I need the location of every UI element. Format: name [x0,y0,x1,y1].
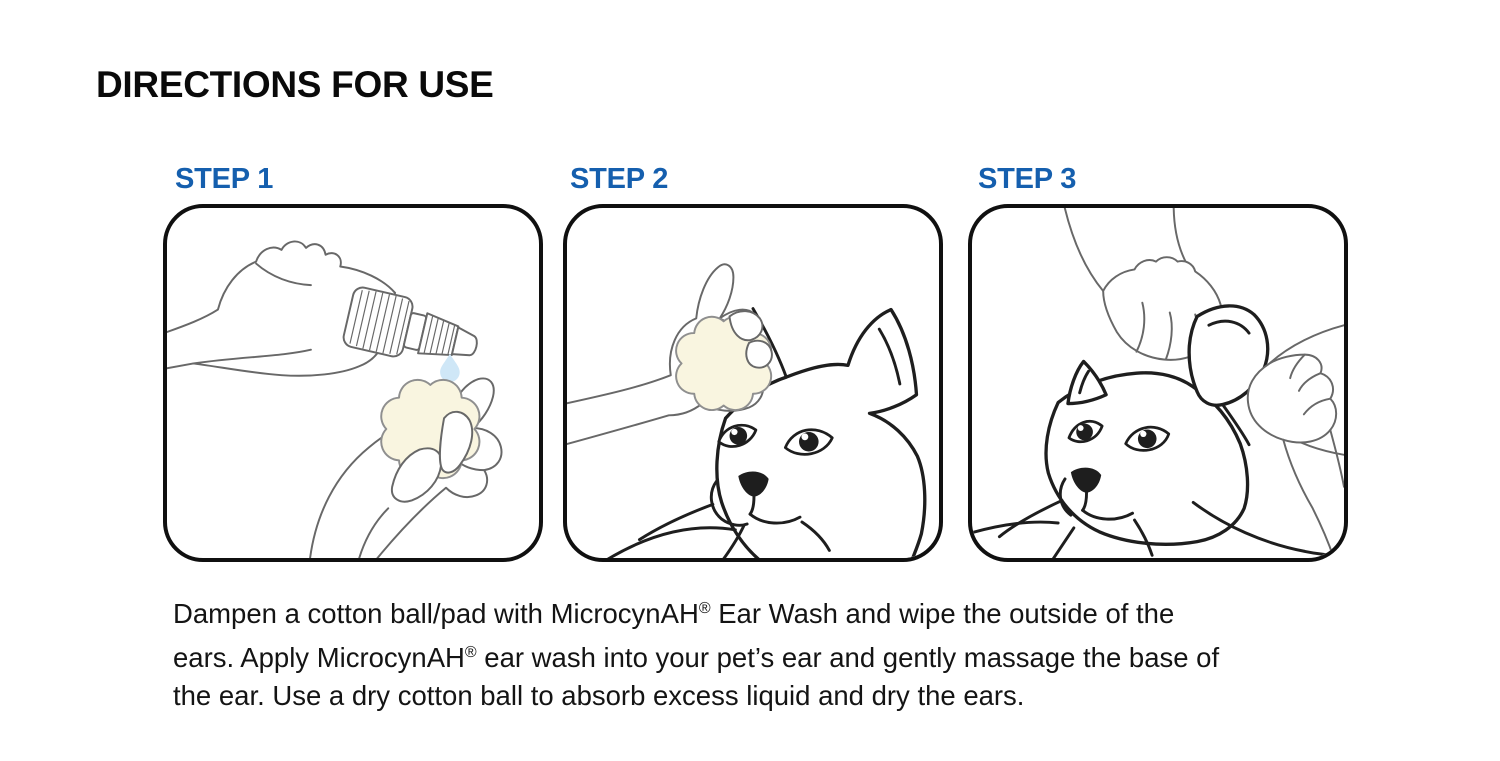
instructions-line: Dampen a cotton ball/pad with MicrocynAH® Ear Wash and wipe the outside of the [173,598,1175,630]
step-3-label: STEP 3 [978,163,1077,195]
instructions-line: the ear. Use a dry cotton ball to absorb excess liquid and dry the ears. [173,680,1025,712]
step-2-label: STEP 2 [570,163,669,195]
page-title: DIRECTIONS FOR USE [96,64,494,105]
instructions-text [173,590,1393,716]
step-1-panel [163,204,543,562]
instructions-line: ears. Apply MicrocynAH® ear wash into your pet’s ear and gently massage the base of [173,641,1220,673]
step3-apply-ear-illustration [972,208,1344,558]
step2-wipe-ear-illustration [567,208,939,558]
step-1-label: STEP 1 [175,163,274,195]
cat-left-ear [1068,361,1106,403]
hand-holding-cotton [310,378,502,558]
step-2-panel [563,204,943,562]
step1-dropper-illustration [167,208,539,558]
liquid-drop [440,354,460,382]
step-3-panel [968,204,1348,562]
